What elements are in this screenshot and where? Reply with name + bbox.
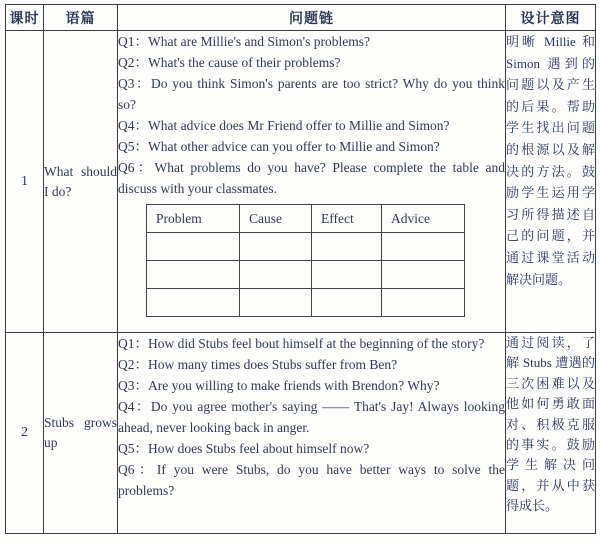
inner-empty-cell (382, 289, 465, 317)
inner-header-row (147, 205, 465, 233)
inner-empty-cell (147, 233, 240, 261)
text-title-cell: What should I do? (44, 31, 118, 333)
question-line: Q6：If you were Stubs, do you have better ways to solve the problems? (118, 462, 505, 498)
question-line: Q3：Do you think Simon's parents are too strict? Why do you think so? (118, 76, 505, 112)
question-line: Q4：What advice does Mr Friend offer to Millie and Simon? (118, 118, 450, 133)
inner-empty-cell (382, 233, 465, 261)
question-line: Q5：How does Stubs feel about himself now? (118, 441, 370, 456)
inner-empty-row (147, 289, 465, 317)
period-cell: 2 (6, 333, 44, 534)
header-question-chain: 问题链 (118, 5, 506, 31)
inner-header-cause: Cause (240, 205, 312, 233)
table-header-row (6, 5, 596, 31)
inner-header-advice: Advice (382, 205, 465, 233)
question-line: Q2：How many times does Stubs suffer from Ben? (118, 357, 398, 372)
question-chain-cell (118, 333, 506, 534)
inner-empty-cell (312, 289, 382, 317)
inner-empty-cell (147, 289, 240, 317)
inner-header-problem: Problem (147, 205, 240, 233)
inner-empty-cell (312, 233, 382, 261)
design-intent-cell: 明晰 Millie 和 Simon 遇到的问题以及产生的后果。帮助学生找出问题的根源以及解决的方法。鼓励学生运用学习所得描述自己的问题，并通过课堂活动解决问题。 (506, 31, 596, 333)
inner-empty-row (147, 233, 465, 261)
inner-empty-cell (240, 233, 312, 261)
inner-empty-cell (382, 261, 465, 289)
inner-empty-row (147, 261, 465, 289)
inner-empty-cell (240, 261, 312, 289)
period-cell: 1 (6, 31, 44, 333)
lesson-design-table (5, 4, 596, 534)
question-line: Q1：What are Millie's and Simon's problems? (118, 34, 370, 49)
design-intent-cell: 通过阅读，了解 Stubs 遭遇的三次困难以及他如何勇敢面对、积极克服的事实。鼓励学生解决问题，并从中获得成长。 (506, 333, 596, 534)
question-line: Q4：Do you agree mother's saying —— That's Jay! Always looking ahead, never looking back in anger. (118, 399, 505, 435)
problem-cause-effect-advice-table (146, 204, 465, 317)
table-row-lesson-2 (6, 333, 596, 534)
inner-header-effect: Effect (312, 205, 382, 233)
inner-empty-cell (147, 261, 240, 289)
question-line: Q1：How did Stubs feel bout himself at the beginning of the story? (118, 336, 485, 351)
question-line: Q2：What's the cause of their problems? (118, 55, 341, 70)
question-line: Q6：What problems do you have? Please complete the table and discuss with your classmates. (118, 160, 505, 196)
question-line: Q3：Are you willing to make friends with Brendon? Why? (118, 378, 440, 393)
table-row-lesson-1 (6, 31, 596, 333)
inner-empty-cell (312, 261, 382, 289)
inner-empty-cell (240, 289, 312, 317)
question-line: Q5：What other advice can you offer to Millie and Simon? (118, 139, 440, 154)
header-period: 课时 (6, 5, 44, 31)
text-title-cell: Stubs grows up (44, 333, 118, 534)
header-text: 语篇 (44, 5, 118, 31)
question-chain-cell (118, 31, 506, 333)
header-design-intent: 设计意图 (506, 5, 596, 31)
